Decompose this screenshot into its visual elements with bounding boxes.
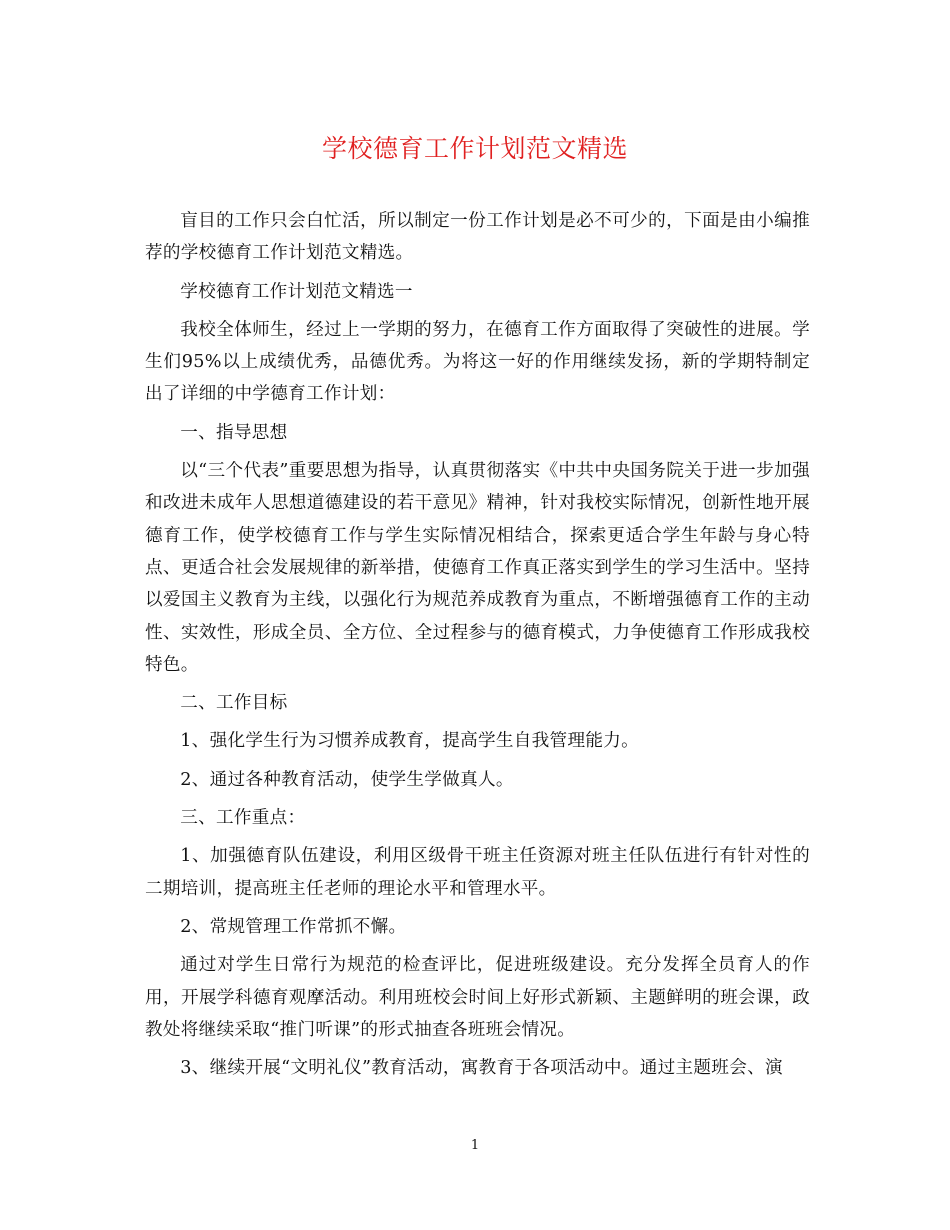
list-item-goal-1: 1、强化学生行为习惯养成教育，提高学生自我管理能力。 <box>180 731 640 752</box>
paragraph-routine-management: 通过对学生日常行为规范的检查评比，促进班级建设。充分发挥全员育人的作用，开展学科德育观摩活动。利用班校会时间上好形式新颖、主题鲜明的班会课，政教处将继续采取“推门听课”的形式抽查各班班会情况。 <box>145 955 810 1040</box>
section-heading-work-goals: 二、工作目标 <box>180 693 288 714</box>
paragraph-intro: 盲目的工作只会白忙活，所以制定一份工作计划是必不可少的，下面是由小编推荐的学校德育工作计划范文精选。 <box>145 211 810 264</box>
section-heading-sample-one: 学校德育工作计划范文精选一 <box>180 281 413 302</box>
list-item-goal-2: 2、通过各种教育活动，使学生学做真人。 <box>180 769 514 790</box>
document-body <box>145 205 810 1090</box>
section-heading-guiding-ideology: 一、指导思想 <box>180 422 288 443</box>
list-item-focus-1: 1、加强德育队伍建设，利用区级骨干班主任资源对班主任队伍进行有针对性的二期培训，提高班主任老师的理论水平和管理水平。 <box>145 846 810 899</box>
document-title: 学校德育工作计划范文精选 <box>321 134 628 163</box>
paragraph-guiding-ideology: 以“三个代表”重要思想为指导，认真贯彻落实《中共中央国务院关于进一步加强和改进未成年人思想道德建设的若干意见》精神，针对我校实际情况，创新性地开展德育工作，使学校德育工作与学生实际情况相结合，探索更适合学生年龄与身心特点、更适合社会发展规律的新举措，使德育工作真正落实到学生的学习生活中。坚持以爱国主义教育为主线，以强化行为规范养成教育为重点，不断增强德育工作的主动性、实效性，形成全员、全方位、全过程参与的德育模式，力争使德育工作形成我校特色。 <box>145 461 810 675</box>
page-number: 1 <box>470 1138 480 1153</box>
list-item-focus-3: 3、继续开展“文明礼仪”教育活动，寓教育于各项活动中。通过主题班会、演 <box>180 1058 783 1079</box>
section-heading-work-focus: 三、工作重点： <box>180 808 306 829</box>
list-item-focus-2: 2、常规管理工作常抓不懈。 <box>180 916 407 937</box>
paragraph-background: 我校全体师生，经过上一学期的努力，在德育工作方面取得了突破性的进展。学生们95%以上成绩优秀，品德优秀。为将这一好的作用继续发扬，新的学期特制定出了详细的中学德育工作计划： <box>145 319 810 405</box>
